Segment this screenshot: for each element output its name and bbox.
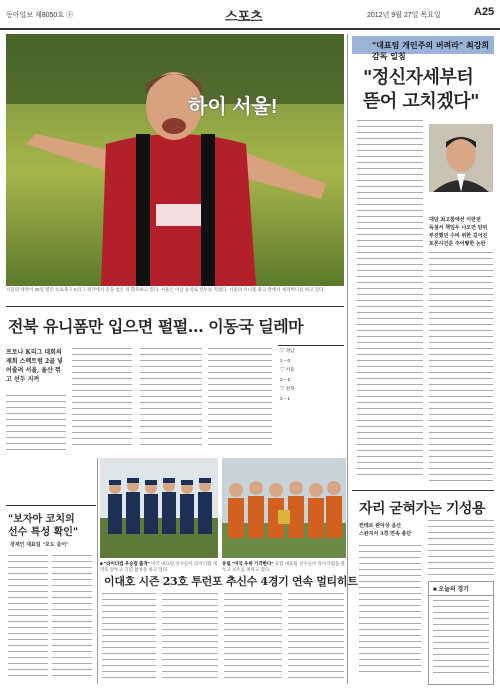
body-text-column: [288, 593, 344, 683]
bottom-story-headline-2: 추신수 4경기 연속 멀티히트: [226, 575, 358, 588]
caption-text: 유럽 대표팀 선수들이 라이더컵을 앞두고 포즈를 취하고 있다.: [222, 561, 345, 572]
caption-line: 대담 최고참에선 이란전: [429, 217, 481, 223]
masthead: [0, 0, 500, 30]
body-text-column: [102, 593, 156, 683]
main-photo: [6, 34, 344, 286]
caption-line: 토론사건준 주어떻한 논란: [429, 241, 486, 247]
subhead-line: 스완지서 3경 연속 종단: [359, 531, 412, 537]
score-row: ▽ 경남: [280, 348, 295, 353]
right-story-headline: [363, 66, 479, 114]
score-row: 3 – 1: [280, 396, 291, 401]
photo-caption-europe: [222, 561, 346, 573]
caption-title: ■ "라이더컵 우승컵 출격": [100, 561, 150, 566]
photo-overlay-title: 하이 서울!: [188, 96, 278, 118]
today-games-title: ■ 오늘의 경기: [429, 582, 493, 596]
left-story-headline: [8, 513, 78, 539]
score-box: [278, 345, 344, 455]
section-title: 스포츠: [225, 9, 263, 24]
team-europe-photo: [222, 458, 346, 558]
right-story-banner: [352, 36, 494, 61]
score-row: ▽ 서울: [280, 367, 295, 372]
column-divider: [97, 458, 98, 684]
body-text-column: [52, 555, 92, 681]
caption-line: 독설서 책임두 나오면 암뒤: [429, 225, 488, 231]
headline-line: 선수 특성 확인": [8, 527, 79, 538]
score-row: 2 – 1: [280, 377, 291, 382]
newspaper-name: 동아일보 제8050호 ㊉: [6, 12, 74, 19]
right-bottom-subhead: [359, 522, 411, 538]
photo-caption-usa: [100, 561, 218, 573]
caption-title: 유럽 "미국 우위 기각한다": [222, 561, 274, 566]
body-text-column: [72, 348, 132, 450]
body-text-column: [8, 555, 48, 681]
body-text-column: [140, 348, 202, 450]
main-story-subhead: 프로나 K리그 대회의 재회 스펙트럼 2골 넣어줄려 서울, 울산 꺾고 선두 지켜: [6, 349, 63, 383]
body-text-column: [359, 545, 421, 677]
score-row: 1 – 0: [280, 358, 291, 363]
team-usa-photo: [100, 458, 218, 558]
headline-line: 뜯어 고치겠다": [363, 91, 479, 112]
body-text-column: [429, 252, 493, 486]
divider: [352, 490, 494, 491]
headline-line: "보자아 코치의: [8, 514, 75, 525]
caption-line: 부진했던 수비 위한 길어진: [429, 233, 488, 239]
body-text-column: [162, 593, 218, 683]
coach-portrait: [429, 124, 493, 192]
body-text-column: [357, 120, 423, 480]
main-photo-caption: 서울의 데얀이 26일 열린 프로축구 K리그 경기에서 골을 넣은 뒤 환호하고 있다. 서울은 이날 승리로 선두를 지켰다. 서울의 유니폼 광고 앞에서 세리머니를 하고 있다.: [6, 287, 325, 292]
portrait-caption: [429, 216, 493, 248]
issue-date: 2012년 9월 27일 목요일: [367, 12, 441, 19]
body-text-column: [428, 520, 494, 580]
divider: [6, 505, 96, 506]
divider: [6, 306, 344, 307]
score-row: ▽ 전북: [280, 386, 295, 391]
subhead-line: 컨테르 완아상 음산: [359, 523, 402, 529]
right-bottom-headline: 자리 굳혀가는 기성용: [359, 501, 485, 517]
main-headline: 전북 유니폼만 입으면 펄펄… 이동국 딜레마: [8, 317, 304, 336]
caption-text: 미국 대표팀 선수들이 라이더컵 개막을 앞두고 기념 촬영을 하고 있다.: [100, 561, 217, 572]
body-text-column: [208, 348, 272, 450]
body-text-column: [433, 600, 489, 673]
body-text-column: [224, 593, 282, 683]
today-games-box: [428, 581, 494, 685]
body-text-column: [6, 395, 66, 455]
page-number: A25: [474, 6, 495, 18]
left-story-subhead: 장재인 대표팀 "포도 울어": [10, 542, 69, 548]
headline-line: "정신자세부터: [363, 67, 474, 88]
bottom-story-headline-1: 이대호 시즌 23호 투런포: [104, 575, 223, 588]
right-story-kicker: "대표팀 개인주의 버려라" 최강희 감독 일침: [372, 40, 490, 61]
